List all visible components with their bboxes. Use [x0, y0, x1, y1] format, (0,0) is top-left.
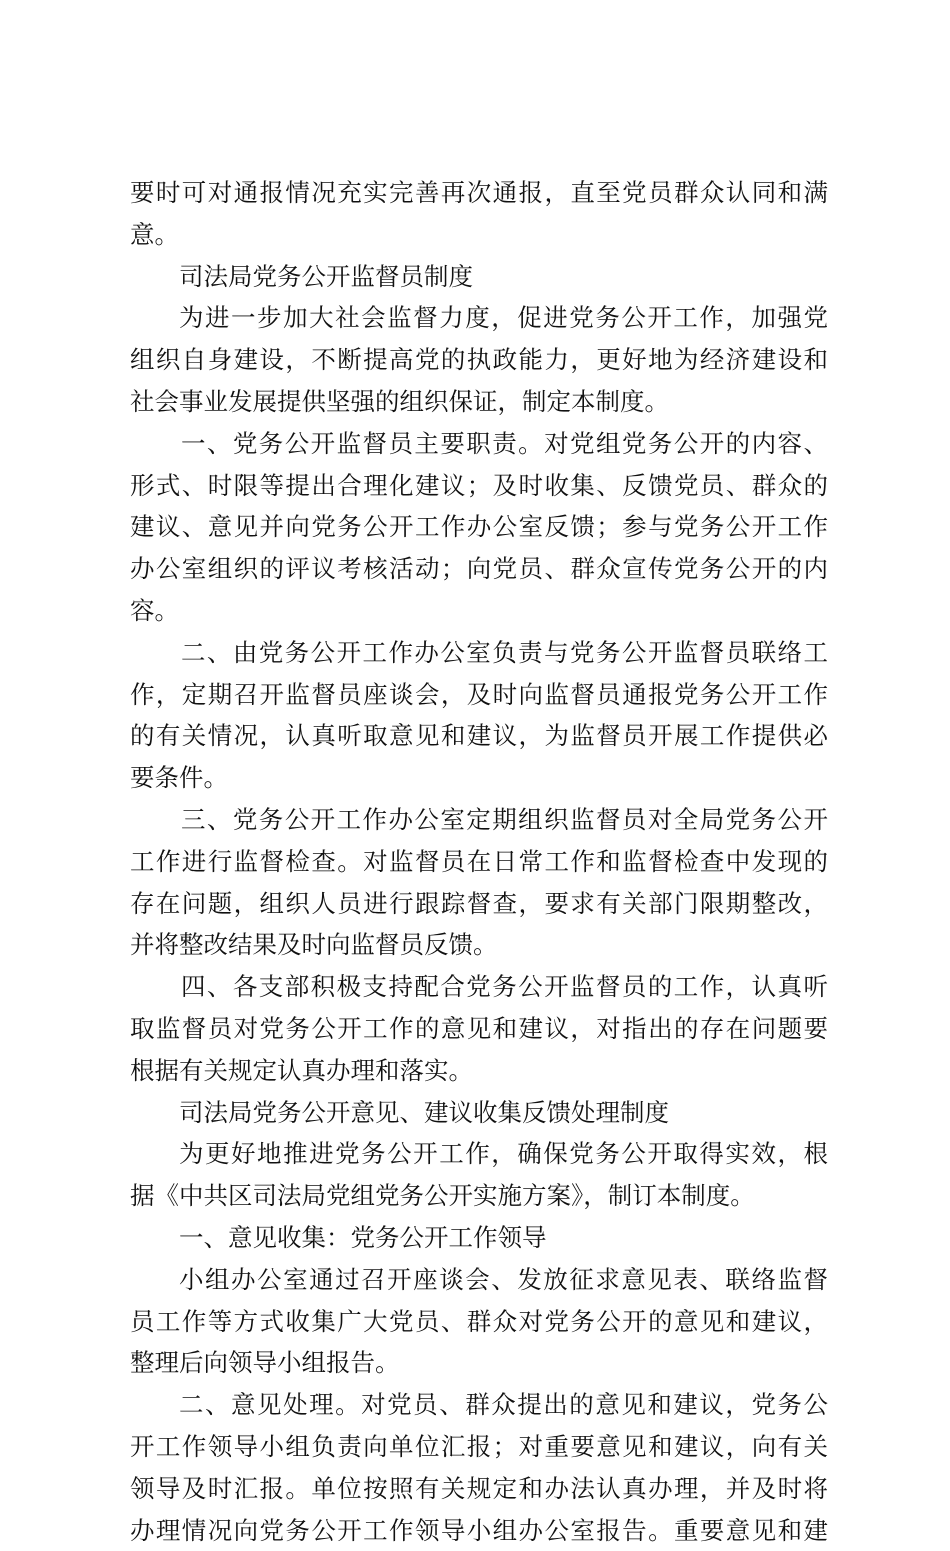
text-line: 员工作等方式收集广大党员、群众对党务公开的意见和建议，: [130, 1301, 828, 1343]
section-heading: 司法局党务公开监督员制度: [130, 256, 828, 298]
text-line: 要时可对通报情况充实完善再次通报，直至党员群众认同和满: [130, 172, 828, 214]
text-line: 三、党务公开工作办公室定期组织监督员对全局党务公开: [130, 799, 828, 841]
text-line: 社会事业发展提供坚强的组织保证，制定本制度。: [130, 381, 828, 423]
text-line: 意。: [130, 214, 828, 256]
text-line: 为进一步加大社会监督力度，促进党务公开工作，加强党: [130, 297, 828, 339]
text-line: 形式、时限等提出合理化建议；及时收集、反馈党员、群众的: [130, 465, 828, 507]
text-line: 容。: [130, 590, 828, 632]
text-line: 小组办公室通过召开座谈会、发放征求意见表、联络监督: [130, 1259, 828, 1301]
document-body: [130, 172, 828, 1551]
text-line: 作，定期召开监督员座谈会，及时向监督员通报党务公开工作: [130, 674, 828, 716]
text-line: 为更好地推进党务公开工作，确保党务公开取得实效，根: [130, 1133, 828, 1175]
text-line: 开工作领导小组负责向单位汇报；对重要意见和建议，向有关: [130, 1426, 828, 1468]
text-line: 并将整改结果及时向监督员反馈。: [130, 924, 828, 966]
text-line: 四、各支部积极支持配合党务公开监督员的工作，认真听: [130, 966, 828, 1008]
text-line: 建议、意见并向党务公开工作办公室反馈；参与党务公开工作: [130, 506, 828, 548]
text-line: 二、意见处理。对党员、群众提出的意见和建议，党务公: [130, 1384, 828, 1426]
text-line: 一、意见收集：党务公开工作领导: [130, 1217, 828, 1259]
text-line: 取监督员对党务公开工作的意见和建议，对指出的存在问题要: [130, 1008, 828, 1050]
text-line: 领导及时汇报。单位按照有关规定和办法认真办理，并及时将: [130, 1468, 828, 1510]
text-line: 整理后向领导小组报告。: [130, 1342, 828, 1384]
text-line: 办理情况向党务公开工作领导小组办公室报告。重要意见和建: [130, 1510, 828, 1551]
text-line: 根据有关规定认真办理和落实。: [130, 1050, 828, 1092]
text-line: 据《中共区司法局党组党务公开实施方案》，制订本制度。: [130, 1175, 828, 1217]
text-line: 一、党务公开监督员主要职责。对党组党务公开的内容、: [130, 423, 828, 465]
text-line: 要条件。: [130, 757, 828, 799]
text-line: 组织自身建设，不断提高党的执政能力，更好地为经济建设和: [130, 339, 828, 381]
section-heading: 司法局党务公开意见、建议收集反馈处理制度: [130, 1092, 828, 1134]
text-line: 工作进行监督检查。对监督员在日常工作和监督检查中发现的: [130, 841, 828, 883]
text-line: 办公室组织的评议考核活动；向党员、群众宣传党务公开的内: [130, 548, 828, 590]
text-line: 存在问题，组织人员进行跟踪督查，要求有关部门限期整改，: [130, 883, 828, 925]
text-line: 二、由党务公开工作办公室负责与党务公开监督员联络工: [130, 632, 828, 674]
text-line: 的有关情况，认真听取意见和建议，为监督员开展工作提供必: [130, 715, 828, 757]
